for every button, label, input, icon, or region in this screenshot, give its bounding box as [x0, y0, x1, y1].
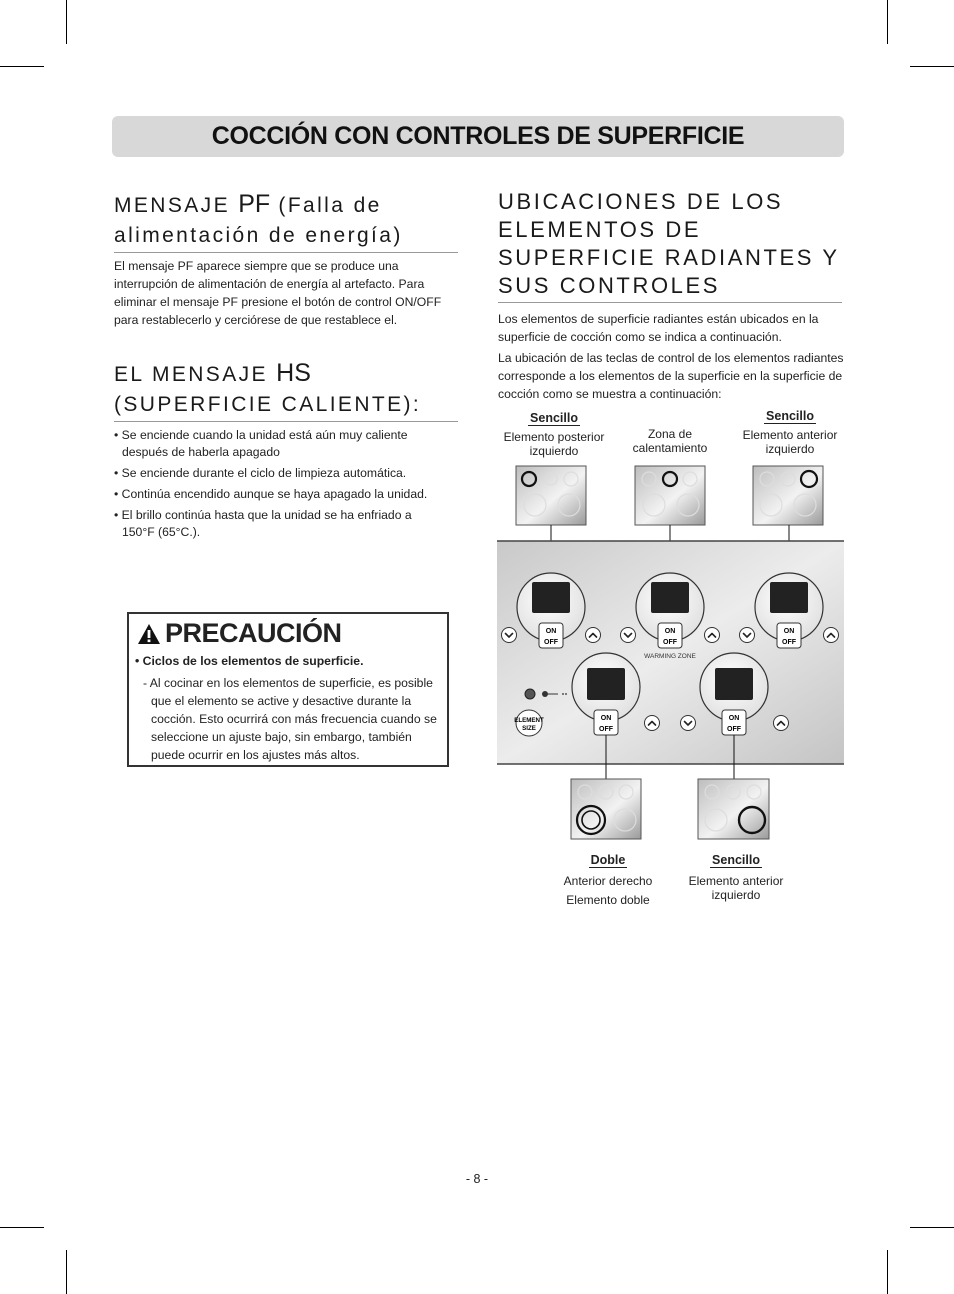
- off-label: OFF: [599, 726, 613, 733]
- hs-title-pre: EL MENSAJE: [114, 363, 277, 386]
- label-desc: Elemento anterior izquierdo: [688, 874, 784, 902]
- chevron-down-icon[interactable]: [681, 716, 696, 731]
- pf-title-post: (Falla de alimentación de energía): [114, 194, 403, 247]
- off-label: OFF: [727, 726, 741, 733]
- control-panel: [497, 541, 844, 764]
- chevron-up-icon[interactable]: [645, 716, 660, 731]
- page-title: COCCIÓN CON CONTROLES DE SUPERFICIE: [211, 122, 745, 150]
- label-title: Sencillo: [766, 409, 814, 423]
- cooktop-mini-front-left: [753, 466, 823, 525]
- caution-body: - Al cocinar en los elementos de superficie, es posible que el elemento se active y desactive durante la cocción. Esto ocurrirá con más frecuencia cuando se seleccione un ajuste bajo, sin embargo, también puede ocurrir en los ajustes más altos.: [143, 676, 437, 762]
- on-label: ON: [600, 715, 612, 722]
- caution-subtitle: • Ciclos de los elementos de superficie.: [135, 654, 364, 668]
- warming-zone-label: WARMING ZONE: [644, 653, 696, 660]
- chevron-up-icon[interactable]: [586, 628, 601, 643]
- cooktop-mini-warming-zone: [635, 466, 705, 525]
- label-desc: Zona de calentamiento: [632, 427, 708, 455]
- list-item: • Se enciende cuando la unidad está aún muy caliente después de haberla apagado: [114, 428, 408, 459]
- pf-title-pre: MENSAJE: [114, 194, 239, 217]
- list-item: • El brillo continúa hasta que la unidad se ha enfriado a 150°F (65°C.).: [114, 508, 412, 539]
- element-size-label-2: SIZE: [522, 725, 536, 732]
- on-label: ON: [783, 628, 795, 635]
- off-label: OFF: [782, 639, 796, 646]
- chevron-down-icon[interactable]: [502, 628, 517, 643]
- label-title: Doble: [590, 853, 626, 867]
- on-off-button[interactable]: [594, 710, 618, 735]
- locations-para-1: Los elementos de superficie radiantes están ubicados en la superficie de cocción como se indica a continuación.: [498, 312, 819, 344]
- hs-title-code: HS: [276, 359, 311, 387]
- label-desc: Elemento anterior izquierdo: [742, 428, 838, 456]
- on-off-button[interactable]: [658, 623, 682, 648]
- list-item: • Se enciende durante el ciclo de limpieza automática.: [114, 466, 407, 480]
- pf-title-code: PF: [238, 190, 271, 218]
- on-label: ON: [545, 628, 557, 635]
- chevron-up-icon[interactable]: [774, 716, 789, 731]
- element-size-label-1: ELEMENT: [514, 717, 544, 724]
- cooktop-mini-single-element: [698, 779, 769, 839]
- cooktop-mini-rear-left: [516, 466, 586, 525]
- locations-para-2: La ubicación de las teclas de control de los elementos radiantes corresponde a los elementos de la superficie en la superficie de cocción como se muestra a continuación:: [498, 351, 844, 401]
- pf-body: El mensaje PF aparece siempre que se produce una interrupción de alimentación de energía al artefacto. Para eliminar el mensaje PF presione el botón de control ON/OFF para restablecerlo y cerciórese de que restablece el.: [114, 259, 442, 327]
- on-off-button[interactable]: [777, 623, 801, 648]
- label-desc: Elemento posterior izquierdo: [503, 430, 605, 458]
- chevron-up-icon[interactable]: [824, 628, 839, 643]
- cooktop-mini-dual-element: [571, 779, 641, 839]
- label-single-element: [680, 853, 792, 902]
- list-item: • Continúa encendido aunque se haya apagado la unidad.: [114, 487, 428, 501]
- off-label: OFF: [663, 639, 677, 646]
- on-label: ON: [728, 715, 740, 722]
- label-desc: Anterior derecho: [563, 874, 653, 888]
- chevron-down-icon[interactable]: [621, 628, 636, 643]
- label-title: Sencillo: [530, 411, 578, 425]
- label-desc: Elemento doble: [566, 893, 650, 907]
- on-off-button[interactable]: [539, 623, 563, 648]
- on-off-button[interactable]: [722, 710, 746, 735]
- page-number: - 8 -: [465, 1172, 489, 1186]
- off-label: OFF: [544, 639, 558, 646]
- label-dual-element: [553, 853, 663, 907]
- chevron-up-icon[interactable]: [705, 628, 720, 643]
- chevron-down-icon[interactable]: [740, 628, 755, 643]
- label-title: Sencillo: [712, 853, 760, 867]
- on-label: ON: [664, 628, 676, 635]
- caution-title: PRECAUCIÓN: [165, 618, 342, 648]
- hs-title-post: (SUPERFICIE CALIENTE):: [114, 393, 422, 416]
- locations-section-title: UBICACIONES DE LOS ELEMENTOS DE SUPERFICIE RADIANTES Y SUS CONTROLES: [498, 188, 842, 303]
